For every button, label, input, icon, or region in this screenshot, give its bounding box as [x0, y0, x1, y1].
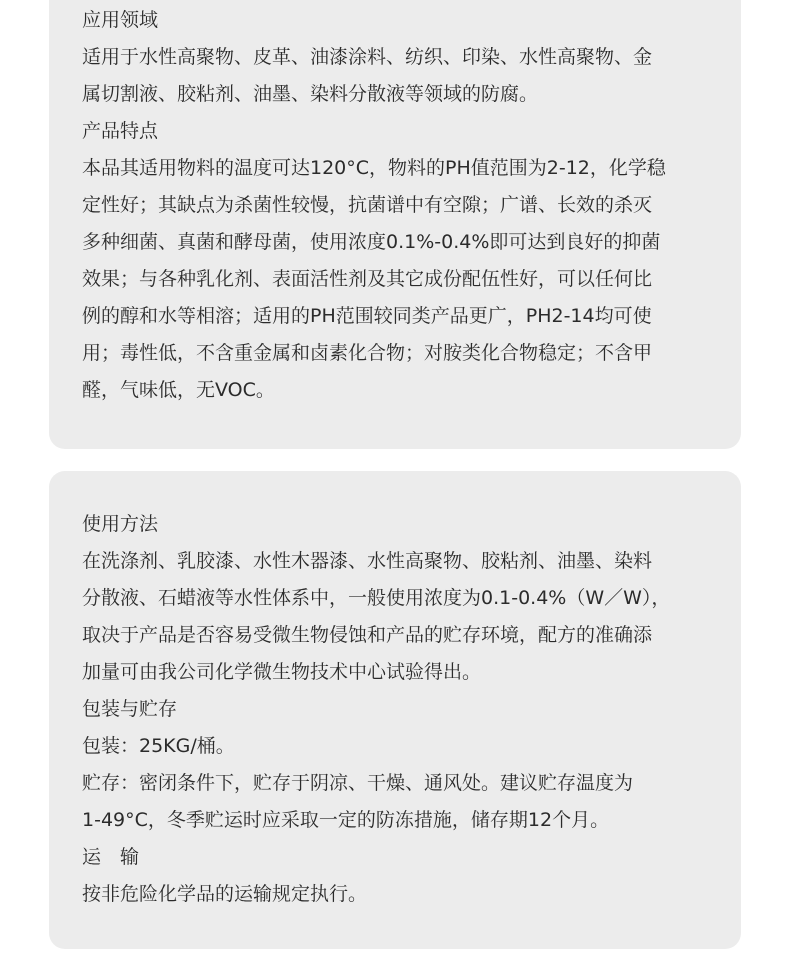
text-line: 效果；与各种乳化剂、表面活性剂及其它成份配伍性好，可以任何比: [82, 268, 653, 290]
text-line: 定性好；其缺点为杀菌性较慢，抗菌谱中有空隙；广谱、长效的杀灭: [82, 194, 653, 216]
usage-text: [82, 543, 713, 691]
features-text: [82, 150, 713, 409]
text-line: 本品其适用物料的温度可达120°C，物料的PH值范围为2-12，化学稳: [82, 157, 666, 179]
application-text: [82, 39, 713, 113]
text-line: 适用于水性高聚物、皮革、油漆涂料、纺织、印染、水性高聚物、金: [82, 46, 653, 68]
text-line: 贮存：密闭条件下，贮存于阴凉、干燥、通风处。建议贮存温度为: [82, 772, 634, 794]
text-line: 分散液、石蜡液等水性体系中，一般使用浓度为0.1-0.4%（W／W），: [82, 587, 671, 609]
packaging-text: [82, 728, 713, 839]
transport-text: [82, 876, 713, 913]
text-line: 例的醇和水等相溶；适用的PH范围较同类产品更广，PH2-14均可使: [82, 305, 652, 327]
text-line: 在洗涤剂、乳胶漆、水性木器漆、水性高聚物、胶粘剂、油墨、染料: [82, 550, 653, 572]
text-line: 多种细菌、真菌和酵母菌，使用浓度0.1%-0.4%即可达到良好的抑菌: [82, 231, 661, 253]
text-line: 醛，气味低，无VOC。: [82, 379, 275, 401]
info-card-usage-storage: [49, 471, 741, 949]
text-line: 加量可由我公司化学微生物技术中心试验得出。: [82, 661, 482, 683]
section-title-application: 应用领域: [82, 9, 159, 31]
text-line: 属切割液、胶粘剂、油墨、染料分散液等领域的防腐。: [82, 83, 539, 105]
text-line: 用；毒性低，不含重金属和卤素化合物；对胺类化合物稳定；不含甲: [82, 342, 653, 364]
section-title-features: 产品特点: [82, 120, 159, 142]
info-card-application-features: [49, 0, 741, 449]
text-line: 包装：25KG/桶。: [82, 735, 235, 757]
text-line: 按非危险化学品的运输规定执行。: [82, 883, 368, 905]
section-title-transport: 运 输: [82, 846, 140, 868]
section-title-usage: 使用方法: [82, 513, 159, 535]
text-line: 1-49°C，冬季贮运时应采取一定的防冻措施，储存期12个月。: [82, 809, 610, 831]
text-line: 取决于产品是否容易受微生物侵蚀和产品的贮存环境，配方的准确添: [82, 624, 653, 646]
section-title-packaging: 包装与贮存: [82, 698, 178, 720]
